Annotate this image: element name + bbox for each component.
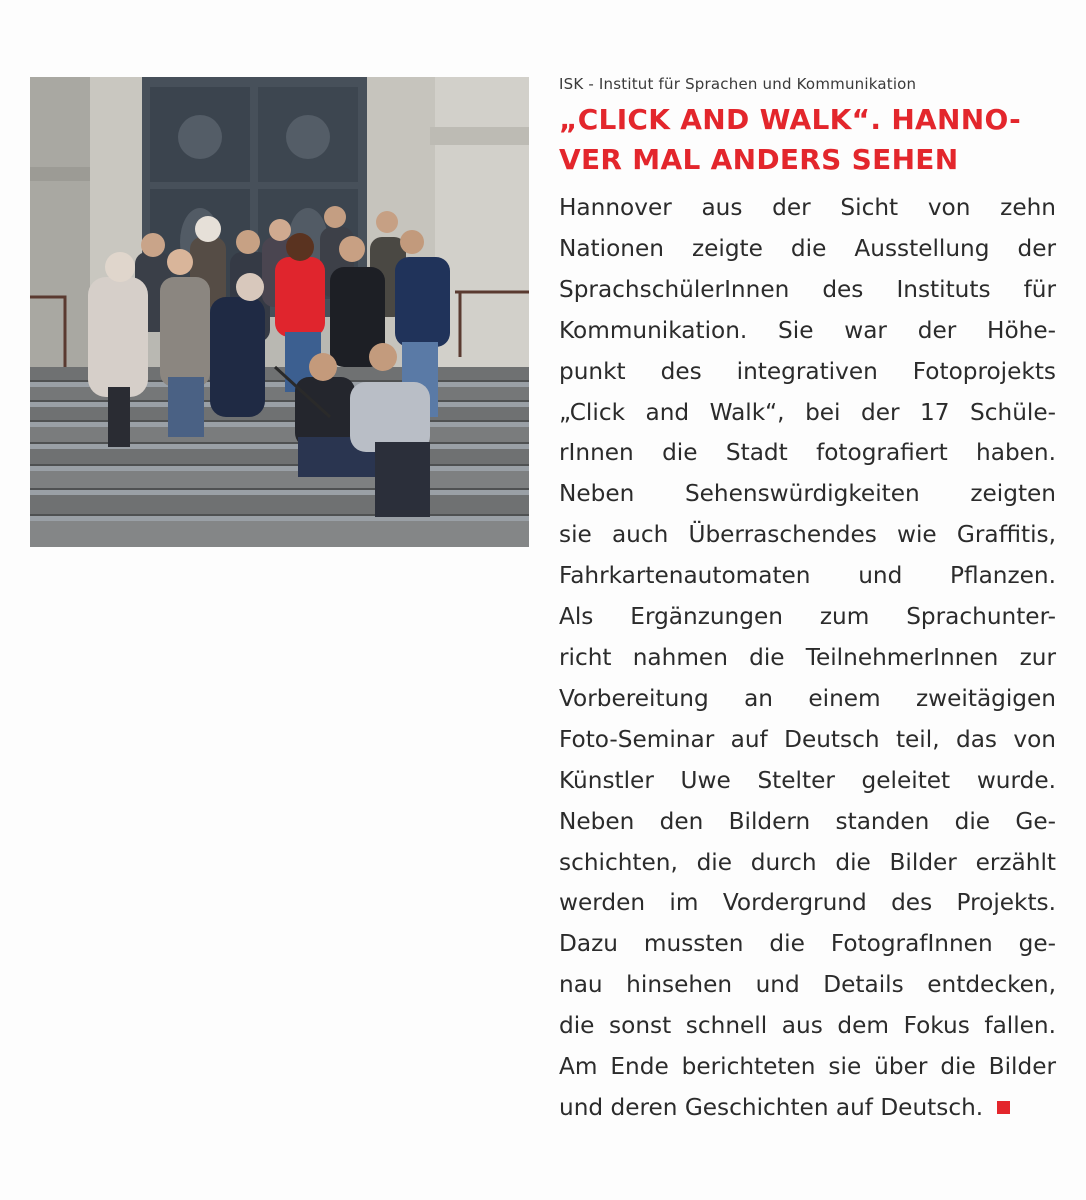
- body-line: SprachschülerInnen des Instituts für: [559, 275, 1056, 303]
- article-kicker: ISK - Institut für Sprachen und Kommunikation: [559, 75, 917, 93]
- article-headline: [559, 100, 1029, 180]
- body-line: Foto-Seminar auf Deutsch teil, das von: [559, 725, 1056, 753]
- body-line-last: [559, 1088, 1056, 1129]
- body-line: die sonst schnell aus dem Fokus fallen.: [559, 1012, 1056, 1040]
- article-body: [559, 188, 1059, 1129]
- body-line: schichten, die durch die Bilder erzählt: [559, 848, 1056, 876]
- body-line-last-text: und deren Geschichten auf Deutsch.: [559, 1093, 984, 1121]
- body-line: sie auch Überraschendes wie Graffitis,: [559, 521, 1056, 549]
- body-line: Hannover aus der Sicht von zehn: [559, 194, 1056, 221]
- group-photo-illustration: [30, 77, 529, 547]
- body-line: Als Ergänzungen zum Sprachunter-: [559, 603, 1056, 631]
- end-of-article-mark: [997, 1101, 1010, 1114]
- body-line: Am Ende berichteten sie über die Bilder: [559, 1053, 1056, 1081]
- body-line: Kommunikation. Sie war der Höhe-: [559, 316, 1056, 344]
- body-line: Fahrkartenautomaten und Pflanzen.: [559, 562, 1056, 590]
- group-photo: [30, 77, 529, 547]
- body-line: Vorbereitung an einem zweitägigen: [559, 684, 1056, 712]
- body-line: punkt des integrativen Fotoprojekts: [559, 357, 1056, 385]
- body-line: Nationen zeigte die Ausstellung der: [559, 234, 1056, 262]
- body-line: Dazu mussten die FotografInnen ge-: [559, 930, 1056, 958]
- body-line: Künstler Uwe Stelter geleitet wurde.: [559, 766, 1056, 794]
- body-line: rInnen die Stadt fotografiert haben.: [559, 439, 1056, 467]
- article: [559, 74, 1059, 1129]
- body-line: richt nahmen die TeilnehmerInnen zur: [559, 643, 1056, 671]
- body-line: Neben Sehenswürdigkeiten zeigten: [559, 480, 1056, 508]
- body-line: nau hinsehen und Details entdecken,: [559, 971, 1056, 999]
- body-line: werden im Vordergrund des Projekts.: [559, 889, 1056, 917]
- headline-line-1: „CLICK AND WALK“. HANNO-: [559, 103, 1022, 136]
- headline-line-2: VER MAL ANDERS SEHEN: [559, 143, 959, 176]
- body-line: „Click and Walk“, bei der 17 Schüle-: [559, 398, 1056, 426]
- body-line: Neben den Bildern standen die Ge-: [559, 807, 1056, 835]
